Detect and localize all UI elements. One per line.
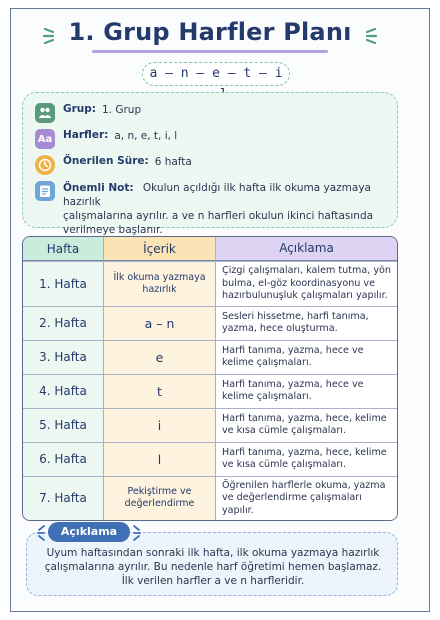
plan-table — [22, 236, 398, 521]
content-cell: a – n — [103, 306, 215, 340]
info-box — [22, 92, 398, 236]
description-cell: Harfi tanıma, yazma, hece, kelime ve kısa cümle çalışmaları. — [215, 442, 397, 476]
table-row — [23, 374, 397, 408]
content-cell: e — [103, 340, 215, 374]
letters-pill: a – n – e – t – i — [142, 62, 290, 86]
info-note-row — [35, 181, 391, 237]
table-header-row — [23, 237, 397, 261]
week-cell: 1. Hafta — [23, 261, 103, 306]
content-cell: Pekiştirme ve değerlendirme — [103, 476, 215, 521]
spark-right-icon — [132, 522, 148, 542]
explanation-line-3: İlk verilen harfler a ve n harfleridir. — [121, 575, 305, 587]
notepad-icon — [35, 181, 55, 201]
week-cell: 4. Hafta — [23, 374, 103, 408]
week-cell: 7. Hafta — [23, 476, 103, 521]
description-cell: Harfi tanıma, yazma, hece, kelime ve kısa cümle çalışmaları. — [215, 408, 397, 442]
info-duration-row — [35, 155, 192, 175]
letters-label: Harfler: — [63, 129, 109, 141]
aa-icon-text: Aa — [37, 133, 53, 145]
info-letters-row — [35, 129, 177, 149]
explanation-line-2: çalışmalarına ayrılır. Bu nedenle harf öğretimi hemen başlamaz. — [44, 561, 382, 573]
page-title: 1. Grup Harfler Planı — [68, 18, 352, 46]
title-underline — [92, 50, 328, 53]
description-cell: Sesleri hissetme, harfi tanıma, yazma, hece oluşturma. — [215, 306, 397, 340]
info-group-row — [35, 103, 141, 123]
table-row — [23, 408, 397, 442]
description-cell: Harfi tanıma, yazma, hece ve kelime çalışmaları. — [215, 374, 397, 408]
header-description: Açıklama — [215, 237, 397, 261]
content-cell: i — [103, 408, 215, 442]
explanation-line-1: Uyum haftasından sonraki ilk hafta, ilk okuma yazmaya hazırlık — [46, 547, 380, 559]
note-label: Önemli Not: — [63, 182, 134, 194]
week-cell: 6. Hafta — [23, 442, 103, 476]
duration-value: 6 hafta — [154, 156, 192, 168]
spark-left-icon — [30, 522, 46, 542]
header-week: Hafta — [23, 237, 103, 261]
week-cell: 3. Hafta — [23, 340, 103, 374]
header-content: İçerik — [103, 237, 215, 261]
users-icon — [35, 103, 55, 123]
content-cell: İlk okuma yazmaya hazırlık — [103, 261, 215, 306]
week-cell: 5. Hafta — [23, 408, 103, 442]
group-label: Grup: — [63, 103, 96, 115]
note-line-2: çalışmalarına ayrılır. a ve n harfleri okulun ikinci haftasında — [63, 210, 374, 222]
table-row — [23, 306, 397, 340]
aa-icon — [35, 129, 55, 149]
content-cell: t — [103, 374, 215, 408]
note-text-block — [63, 181, 391, 237]
table-row — [23, 476, 397, 521]
explanation-badge: Açıklama — [48, 522, 130, 542]
description-cell: Harfi tanıma, yazma, hece ve kelime çalışmaları. — [215, 340, 397, 374]
page-title-row — [0, 18, 420, 46]
note-line-3: verilmeye başlanır. — [63, 224, 163, 236]
description-cell: Öğrenilen harflerle okuma, yazma ve değerlendirme çalışmaları yapılır. — [215, 476, 397, 521]
description-cell: Çizgi çalışmaları, kalem tutma, yön bulma, el-göz koordinasyonu ve hazırbulunuşluk çalışmaları yapılır. — [215, 261, 397, 306]
table-row — [23, 340, 397, 374]
week-cell: 2. Hafta — [23, 306, 103, 340]
letters-value: a, n, e, t, i, l — [114, 130, 178, 142]
group-value: 1. Grup — [102, 104, 142, 116]
duration-label: Önerilen Süre: — [63, 155, 149, 167]
explanation-text — [40, 546, 386, 588]
clock-icon — [35, 155, 55, 175]
table-row — [23, 442, 397, 476]
table-row — [23, 261, 397, 306]
content-cell: l — [103, 442, 215, 476]
note-line-1: Okulun açıldığı ilk hafta ilk okuma yazmaya hazırlık — [63, 182, 371, 208]
